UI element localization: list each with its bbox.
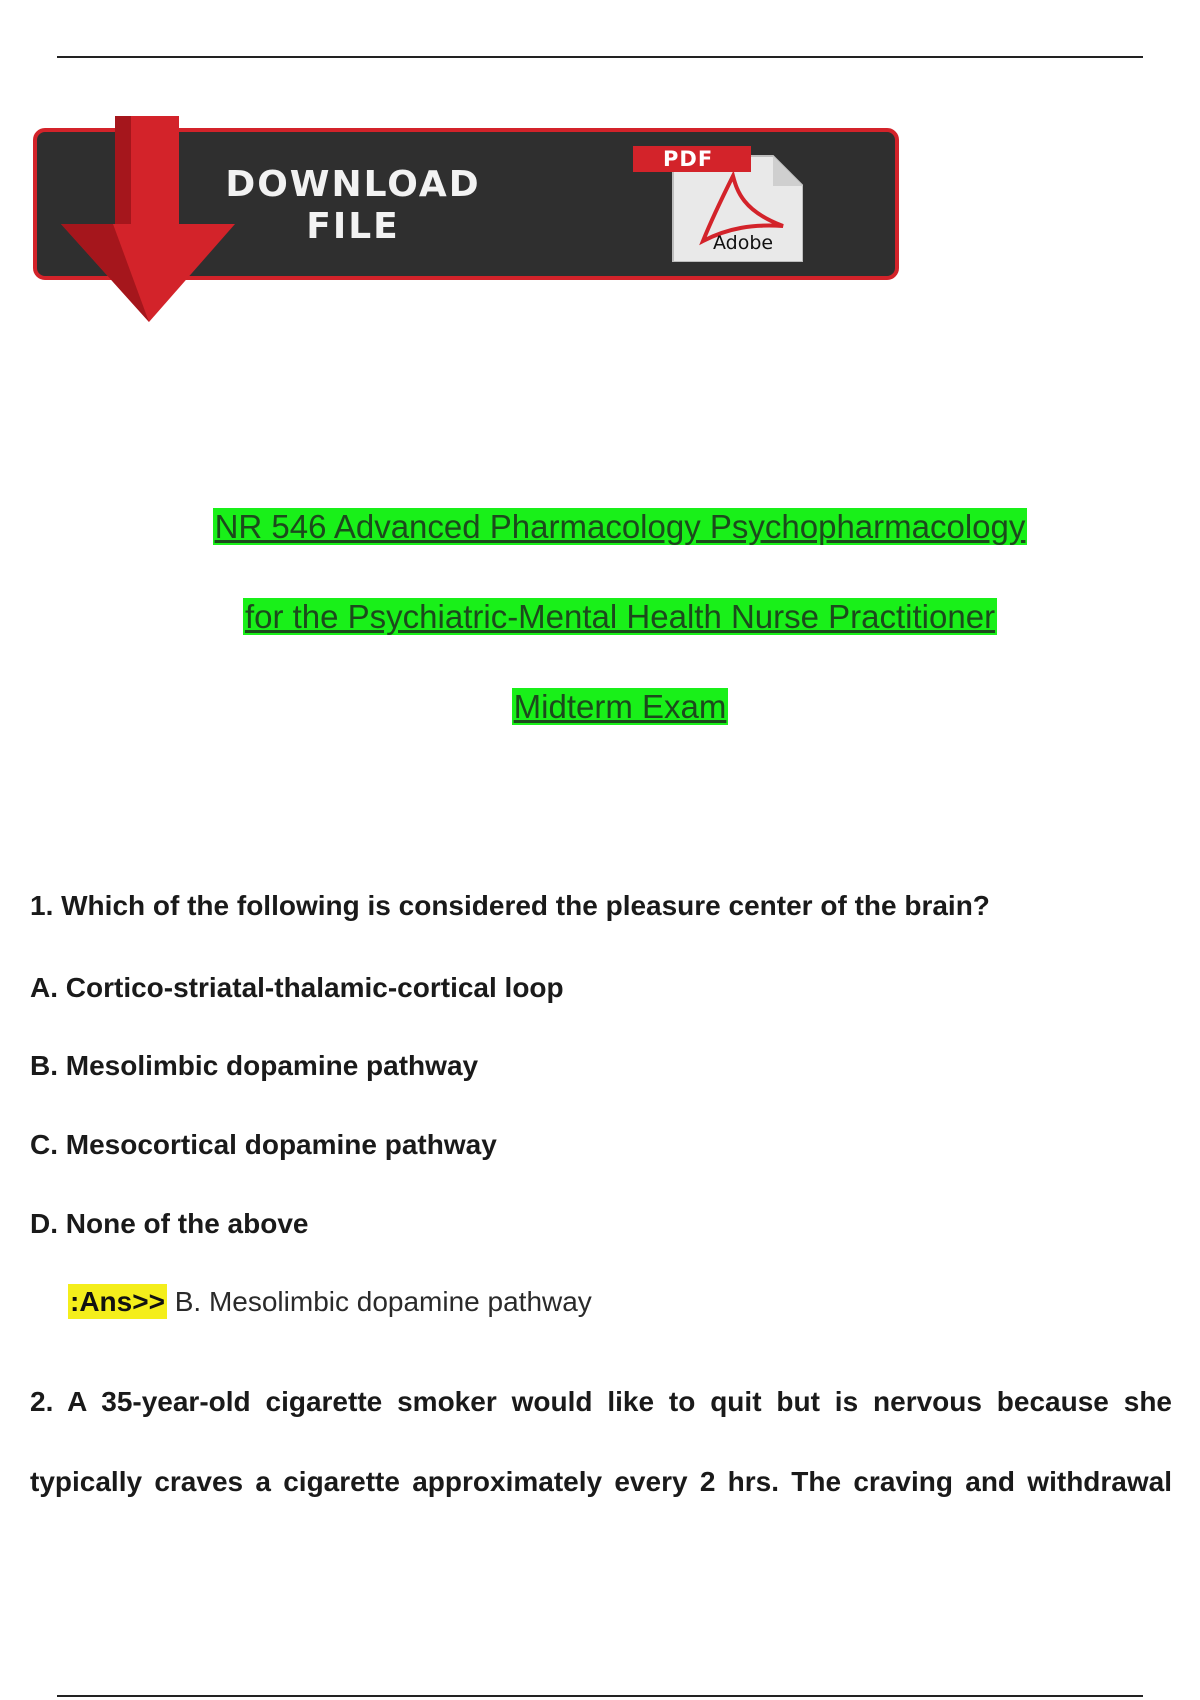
download-arrow-icon bbox=[53, 116, 253, 326]
title-line-1 bbox=[0, 505, 1200, 595]
file-label: FILE bbox=[306, 206, 400, 247]
question-1-answer bbox=[68, 1286, 592, 1318]
download-file-text bbox=[225, 164, 481, 248]
question-1-option-d: D. None of the above bbox=[30, 1208, 309, 1239]
download-file-banner[interactable] bbox=[33, 128, 897, 278]
pdf-label: PDF bbox=[633, 146, 751, 172]
title-line-3-text: Midterm Exam bbox=[513, 688, 727, 725]
title-line-1-text: NR 546 Advanced Pharmacology Psychopharmacology bbox=[214, 508, 1026, 545]
document-title bbox=[0, 505, 1200, 775]
download-label: DOWNLOAD bbox=[225, 164, 481, 205]
answer-tag: :Ans>> bbox=[70, 1286, 165, 1317]
question-2-line-2: typically craves a cigarette approximately every 2 hrs. The craving and withdrawal bbox=[30, 1466, 1172, 1497]
pdf-document-icon bbox=[633, 146, 803, 262]
top-rule bbox=[57, 56, 1143, 58]
bottom-rule bbox=[57, 1695, 1143, 1697]
question-1-option-c: C. Mesocortical dopamine pathway bbox=[30, 1129, 497, 1160]
question-1-option-b: B. Mesolimbic dopamine pathway bbox=[30, 1050, 479, 1081]
title-line-2 bbox=[0, 595, 1200, 685]
question-2-line-1: 2. A 35-year-old cigarette smoker would like to quit but is nervous because she bbox=[30, 1386, 1172, 1417]
question-2-text bbox=[30, 1362, 1172, 1522]
question-1-text: 1. Which of the following is considered the pleasure center of the brain? bbox=[30, 890, 990, 921]
answer-text: B. Mesolimbic dopamine pathway bbox=[174, 1286, 592, 1317]
question-1-option-a: A. Cortico-striatal-thalamic-cortical loop bbox=[30, 972, 564, 1003]
adobe-label: Adobe bbox=[713, 232, 774, 254]
title-line-3 bbox=[0, 685, 1200, 775]
title-line-2-text: for the Psychiatric-Mental Health Nurse Practitioner bbox=[244, 598, 996, 635]
